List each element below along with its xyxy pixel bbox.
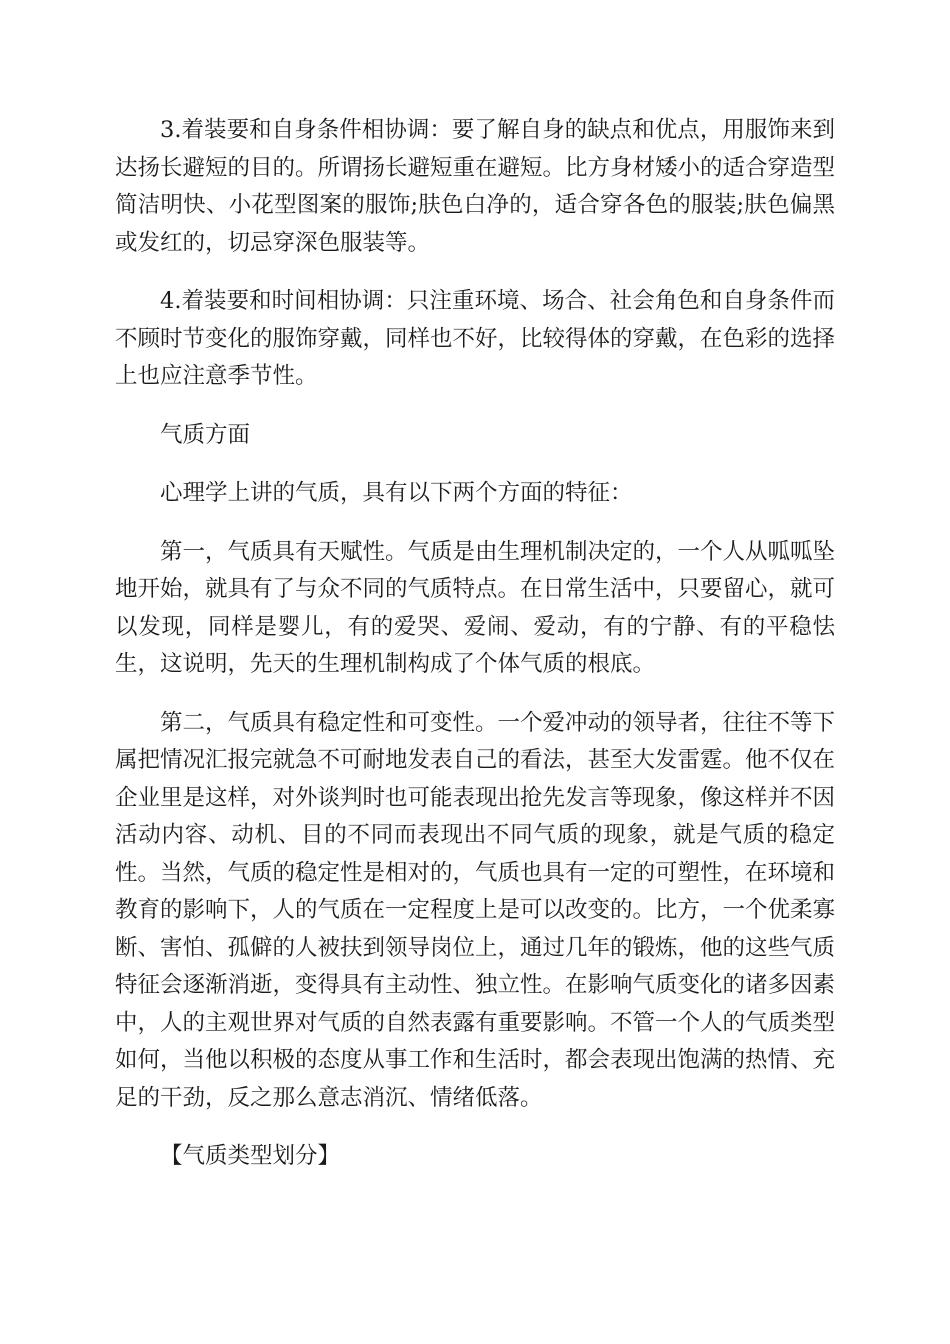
document-body [115, 112, 835, 1197]
heading-temperament: 气质方面 [160, 421, 251, 448]
paragraph-temperament-stability: 第二，气质具有稳定性和可变性。一个爱冲动的领导者，往往不等下属把情况汇报完就急不可耐地发表自己的看法，甚至大发雷霆。他不仅在企业里是这样，对外谈判时也可能表现出抢先发言等现象，像这样并不因活动内容、动机、目的不同而表现出不同气质的现象，就是气质的稳定性。当然，气质的稳定性是相对的，气质也具有一定的可塑性，在环境和教育的影响下，人的气质在一定程度上是可以改变的。比方，一个优柔寡断、害怕、孤僻的人被扶到领导岗位上，通过几年的锻炼，他的这些气质特征会逐渐消逝，变得具有主动性、独立性。在影响气质变化的诸多因素中，人的主观世界对气质的自然表露有重要影响。不管一个人的气质类型如何，当他以积极的态度从事工作和生活时，都会表现出饱满的热情、充足的干劲，反之那么意志消沉、情绪低落。 [115, 709, 836, 1111]
paragraph-dressing-self-conditions: 3.着装要和自身条件相协调：要了解自身的缺点和优点，用服饰来到达扬长避短的目的。所谓扬长避短重在避短。比方身材矮小的适合穿造型简洁明快、小花型图案的服饰;肤色白净的，适合穿各色的服装;肤色偏黑或发红的，切忌穿深色服装等。 [115, 117, 836, 256]
paragraph-temperament-innate: 第一，气质具有天赋性。气质是由生理机制决定的，一个人从呱呱坠地开始，就具有了与众不同的气质特点。在日常生活中，只要留心，就可以发现，同样是婴儿，有的爱哭、爱闹、爱动，有的宁静、有的平稳怯生，这说明，先天的生理机制构成了个体气质的根底。 [115, 538, 836, 677]
heading-temperament-types: 【气质类型划分】 [160, 1143, 341, 1169]
paragraph-temperament-intro: 心理学上讲的气质，具有以下两个方面的特征： [160, 480, 633, 506]
paragraph-dressing-time: 4.着装要和时间相协调：只注重环境、场合、社会角色和自身条件而不顾时节变化的服饰穿戴，同样也不好，比较得体的穿戴，在色彩的选择上也应注意季节性。 [115, 288, 836, 389]
